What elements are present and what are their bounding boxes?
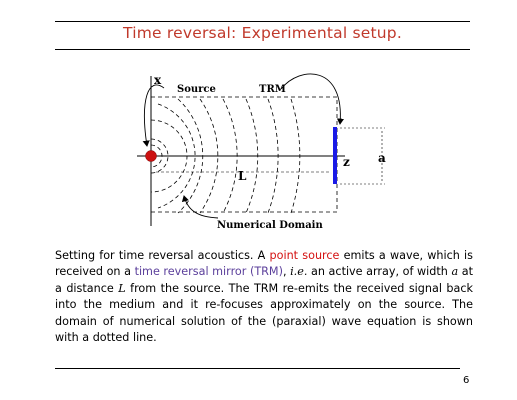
source-dot xyxy=(146,151,157,162)
domain-label: Numerical Domain xyxy=(217,220,323,231)
caption-var-L: L xyxy=(118,281,126,295)
page-number: 6 xyxy=(463,375,470,386)
caption-var-a: a xyxy=(451,265,459,279)
trm-term: time reversal mirror (TRM) xyxy=(134,265,283,279)
distance-label: L xyxy=(238,169,247,183)
footer-rule xyxy=(55,368,460,369)
caption-text: Setting for time reversal acoustics. A xyxy=(55,249,270,262)
z-axis-label: z xyxy=(343,155,350,169)
domain-pointer-arrow xyxy=(184,196,218,218)
source-pointer-arrow xyxy=(144,85,164,146)
caption-ie: i.e. xyxy=(290,265,308,279)
caption-text: emits a wave, which is received on a xyxy=(55,249,473,279)
numerical-domain-rect xyxy=(151,97,337,212)
width-label: a xyxy=(378,151,386,165)
caption-text: , xyxy=(282,265,291,279)
slide-title: Time reversal: Experimental setup. xyxy=(123,24,402,42)
x-axis-label: x xyxy=(154,73,162,87)
trm-pointer-arrow xyxy=(281,74,340,124)
trm-label: TRM xyxy=(259,84,286,95)
point-source-term: point source xyxy=(269,249,340,262)
trm-bar xyxy=(333,127,337,184)
caption-text: an active array, of width xyxy=(307,265,452,279)
figure-caption xyxy=(55,248,473,346)
caption-text: from the source. The TRM re-emits the received signal back into the medium and it re-focuses approximately on the source. The domain of numerical solution of the (paraxial) wave equation is shown with a dotted line. xyxy=(55,281,473,345)
source-label: Source xyxy=(177,84,216,95)
caption-text: at a distance xyxy=(55,265,473,295)
